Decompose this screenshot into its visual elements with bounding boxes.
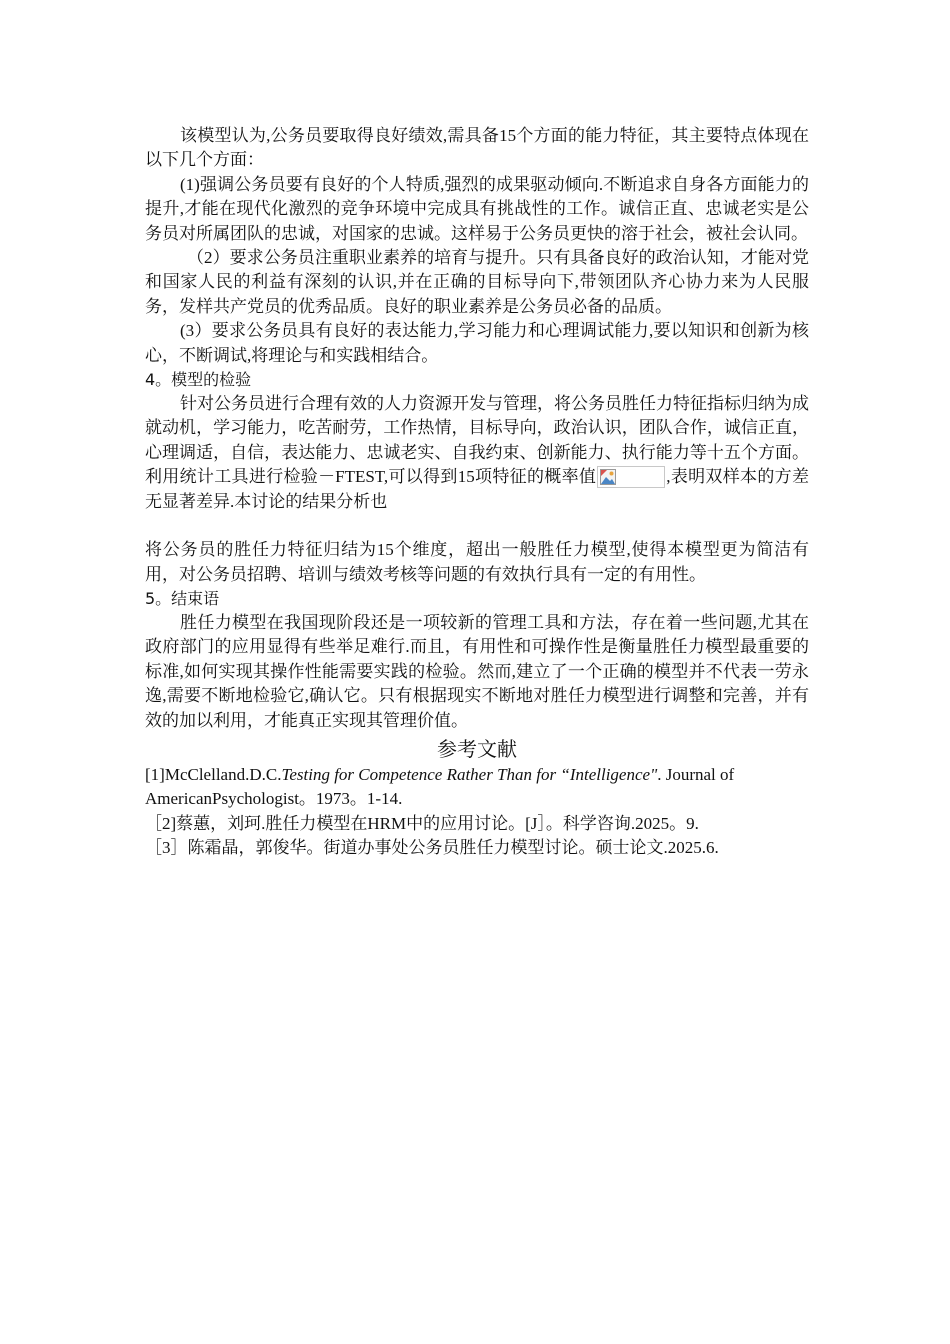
paragraph-model-test [145, 392, 809, 514]
references-title: 参考文献 [437, 736, 517, 761]
reference-1-title: Testing for Competence Rather Than for “Intelligence" [281, 764, 658, 784]
broken-image-icon [597, 466, 665, 488]
paragraph-model-test-text: 针对公务员进行合理有效的人力资源开发与管理，将公务员胜任力特征指标归纳为成就动机，学习能力，吃苦耐劳，工作热情，目标导向，政治认识，团队合作，诚信正直，心理调适，自信，表达能力、忠诚老实、自我约束、创新能力、执行能力等十五个方面。利用统计工具进行检验－FTEST,可以得到15项特征的概率值 [145, 394, 809, 487]
section-heading-5: 5。结束语 [145, 588, 220, 608]
paragraph-point-1: (1)强调公务员要有良好的个人特质,强烈的成果驱动倾向.不断追求自身各方面能力的提升,才能在现代化激烈的竞争环境中完成具有挑战性的工作。诚信正直、忠诚老实是公务员对所属团队的忠诚，对国家的忠诚。这样易于公务员更快的溶于社会，被社会认同。 [145, 174, 809, 243]
paragraph-point-3: (3）要求公务员具有良好的表达能力,学习能力和心理调试能力,要以知识和创新为核心，不断调试,将理论与和实践相结合。 [145, 321, 809, 365]
paragraph-model-summary: 将公务员的胜任力特征归结为15个维度，超出一般胜任力模型,使得本模型更为简洁有用，对公务员招聘、培训与绩效考核等问题的有效执行具有一定的有用性。 [145, 540, 809, 584]
image-gap [145, 514, 809, 538]
reference-1-suffix: . Journal of AmericanPsychologist。1973。1-14. [145, 764, 735, 809]
reference-3: ［3］陈霜晶，郭俊华。街道办事处公务员胜任力模型讨论。硕士论文.2025.6. [145, 838, 719, 858]
document-body [145, 124, 809, 861]
paragraph-intro: 该模型认为,公务员要取得良好绩效,需具备15个方面的能力特征，其主要特点体现在以下几个方面： [145, 126, 809, 170]
reference-1-prefix: [1]McClelland.D.C. [145, 764, 282, 784]
reference-2: ［2]蔡蕙，刘珂.胜任力模型在HRM中的应用讨论。[J］。科学咨询.2025。9. [145, 813, 699, 833]
reference-1 [145, 763, 809, 812]
section-heading-4: 4。模型的检验 [145, 370, 252, 390]
paragraph-point-2: （2）要求公务员注重职业素养的培育与提升。只有具备良好的政治认知，才能对党和国家人民的利益有深刻的认识,并在正确的目标导向下,带领团队齐心协力来为人民服务，发样共产党员的优秀品质。良好的职业素养是公务员必备的品质。 [145, 248, 809, 316]
paragraph-model-test-tail: ,表明双样本的方差无显著差异.本讨论的结果分析也 [145, 467, 809, 511]
image-placeholder-icon [600, 469, 616, 485]
paragraph-conclusion: 胜任力模型在我国现阶段还是一项较新的管理工具和方法，存在着一些问题,尤其在政府部门的应用显得有些举足难行.而且，有用性和可操作性是衡量胜任力模型最重要的标准,如何实现其操作性能需要实践的检验。然而,建立了一个正确的模型并不代表一劳永逸,需要不断地检验它,确认它。只有根据现实不断地对胜任力模型进行调整和完善，并有效的加以利用，才能真正实现其管理价值。 [145, 612, 809, 730]
